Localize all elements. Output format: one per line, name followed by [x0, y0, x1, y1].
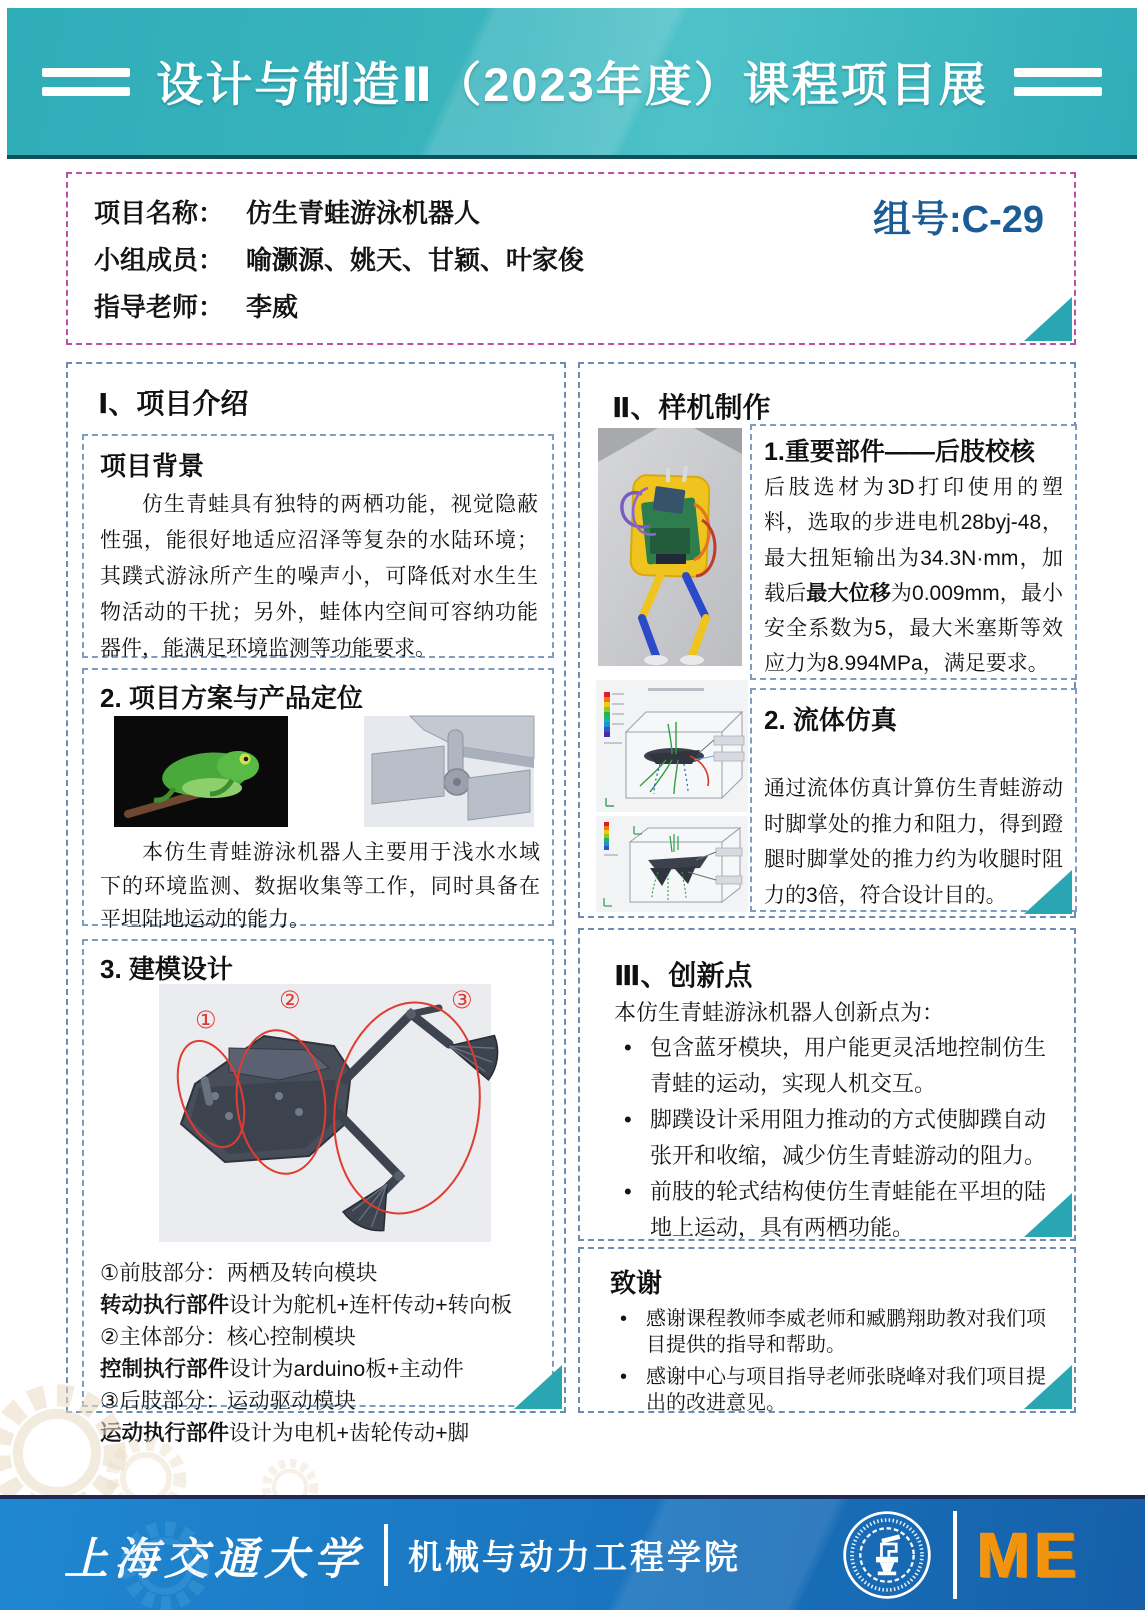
- cfd-simulation-2: [596, 816, 748, 912]
- footer-divider: [953, 1511, 957, 1599]
- model-line: 转动执行部件设计为舵机+连杆传动+转向板: [100, 1293, 513, 1317]
- poster-header: [7, 8, 1137, 159]
- section-2-prototype: [578, 362, 1076, 918]
- model-line: 控制执行部件设计为arduino板+主动件: [100, 1357, 464, 1381]
- me-logo: ME: [977, 1518, 1081, 1591]
- figure-label-2: ②: [279, 987, 301, 1014]
- cfd-simulation-1: [596, 680, 748, 812]
- header-ornament-left-icon: [42, 68, 130, 96]
- acknowledgement-title: 致谢: [610, 1268, 663, 1298]
- fluid-simulation-title: 2. 流体仿真: [764, 705, 897, 735]
- model-line: ①前肢部分：两栖及转向模块: [100, 1261, 378, 1285]
- project-info-box: [66, 172, 1076, 345]
- team-members-row: [94, 237, 1048, 284]
- team-members-label: 小组成员：: [94, 245, 225, 275]
- acknowledgement-box: [578, 1247, 1076, 1413]
- innovation-title: Ⅲ、创新点: [614, 960, 753, 991]
- fluid-simulation-box: [750, 688, 1077, 912]
- section-1-title: Ⅰ、项目介绍: [98, 388, 249, 419]
- gear-watermark-icon: [110, 1511, 220, 1621]
- project-name-value: 仿生青蛙游泳机器人: [246, 198, 481, 228]
- innovation-list: [614, 1030, 1048, 1246]
- school-name: 机械与动力工程学院: [408, 1539, 741, 1577]
- advisor-label: 指导老师：: [94, 292, 225, 322]
- plan-positioning-text: 本仿生青蛙游泳机器人主要用于浅水水域下的环境监测、数据收集等工作，同时具备在平坦陆地运动的能力。: [100, 841, 540, 932]
- section-3-innovation: [578, 928, 1076, 1241]
- team-members-value: 喻灏源、姚天、甘颖、叶家俊: [246, 245, 585, 275]
- fluid-simulation-text: 通过流体仿真计算仿生青蛙游动时脚掌处的推力和阻力，得到蹬腿时脚掌处的推力约为收腿时阻力的3倍，符合设计目的。: [764, 777, 1063, 908]
- model-line: ③后肢部分：运动驱动模块: [100, 1389, 356, 1413]
- plan-positioning-box: [82, 668, 554, 932]
- poster-title: 设计与制造Ⅱ（2023年度）课程项目展: [156, 58, 988, 111]
- acknowledgement-list: [610, 1306, 1050, 1416]
- project-background-text: 仿生青蛙具有独特的两栖功能，视觉隐蔽性强，能很好地适应沼泽等复杂的水陆环境；其蹼式游泳所产生的噪声小，可降低对水生生物活动的干扰；另外，蛙体内空间可容纳功能器件，能满足环境监测等功能要求。: [100, 493, 538, 661]
- model-line: 运动执行部件设计为电机+齿轮传动+脚: [100, 1421, 470, 1445]
- modeling-design-box: [82, 939, 554, 1445]
- innovation-item: • 前肢的轮式结构使仿生青蛙能在平坦的陆地上运动，具有两栖功能。: [614, 1174, 1048, 1246]
- hind-limb-check-box: [750, 424, 1077, 680]
- group-number: 组号:C-29: [872, 199, 1044, 241]
- model-line: ②主体部分：核心控制模块: [100, 1325, 356, 1349]
- header-ornament-right-icon: [1014, 68, 1102, 96]
- innovation-item: • 脚蹼设计采用阻力推动的方式使脚蹼自动张开和收缩，减少仿生青蛙游动的阻力。: [614, 1102, 1048, 1174]
- modeling-design-title: 3. 建模设计: [100, 954, 233, 984]
- university-name: 上海交通大学: [64, 1533, 364, 1585]
- acknowledgement-item: • 感谢中心与项目指导老师张晓峰对我们项目提出的改进意见。: [610, 1364, 1050, 1416]
- section-2-title: Ⅱ、样机制作: [612, 392, 771, 423]
- sjtu-seal-icon: [841, 1509, 933, 1601]
- model-design-image: [159, 984, 491, 1242]
- plan-positioning-title: 2. 项目方案与产品定位: [100, 683, 363, 713]
- project-background-box: [82, 434, 554, 661]
- innovation-item: • 包含蓝牙模块，用户能更灵活地控制仿生青蛙的运动，实现人机交互。: [614, 1030, 1048, 1102]
- model-annotation-lines: [100, 1257, 512, 1449]
- acknowledgement-item: • 感谢课程教师李威老师和臧鹏翔助教对我们项目提供的指导和帮助。: [610, 1306, 1050, 1358]
- innovation-intro: 本仿生青蛙游泳机器人创新点为：: [614, 1000, 945, 1025]
- advisor-row: [94, 284, 1048, 331]
- hind-limb-check-text: 后肢选材为3D打印使用的塑料，选取的步进电机28byj-48，最大扭矩输出为34.3N·mm，加载后最大位移为0.009mm，最小安全系数为5，最大米塞斯等效应力为8.994MPa，满足要求。: [764, 476, 1064, 676]
- project-background-title: 项目背景: [100, 451, 205, 481]
- prototype-photo: [598, 428, 742, 666]
- footer-divider: [384, 1524, 388, 1586]
- project-name-label: 项目名称：: [94, 198, 225, 228]
- section-1-project-intro: [66, 362, 566, 1445]
- figure-label-3: ③: [451, 987, 473, 1014]
- hind-limb-check-title: 1.重要部件——后肢校核: [764, 438, 1035, 466]
- frog-photo: [114, 716, 288, 827]
- footer-band: [0, 1495, 1145, 1610]
- cad-part-image: [364, 716, 534, 827]
- figure-label-1: ①: [195, 1007, 217, 1034]
- advisor-value: 李威: [246, 292, 299, 322]
